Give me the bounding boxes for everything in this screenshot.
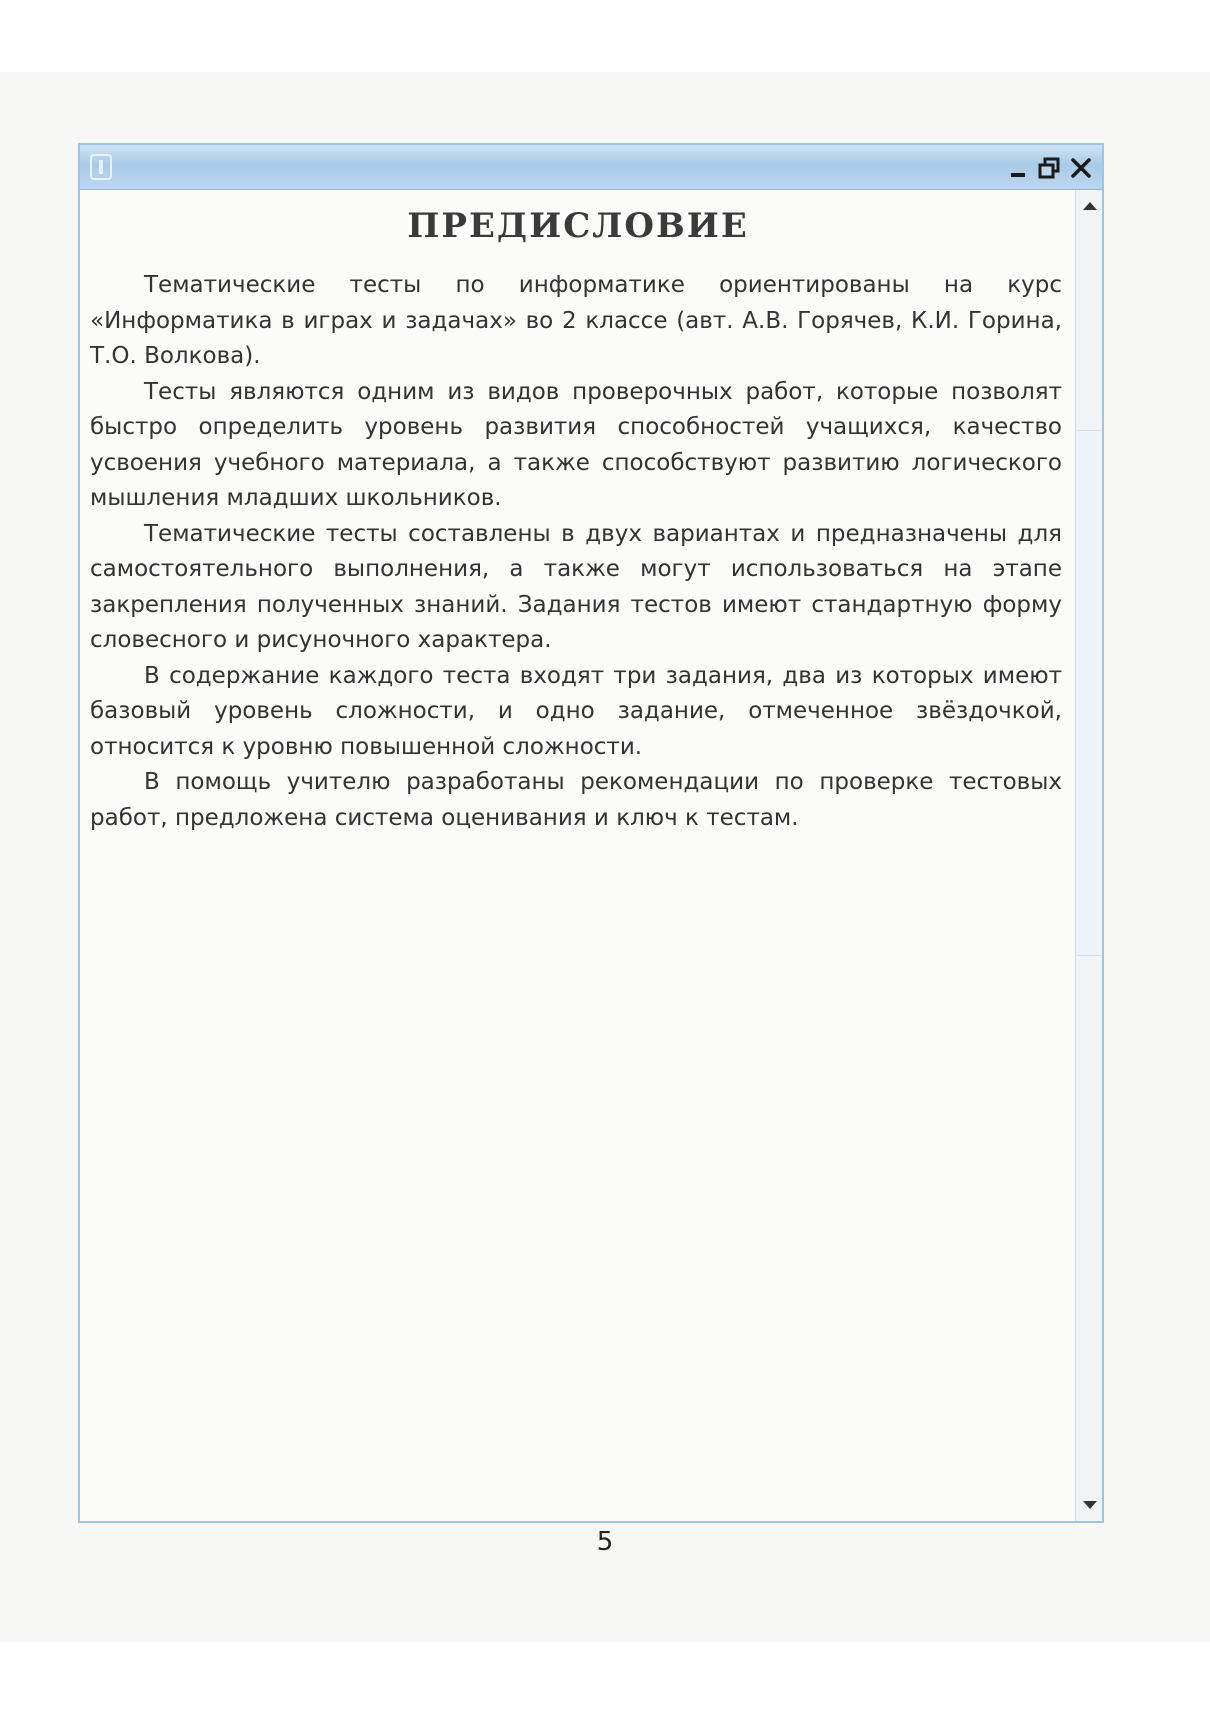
window-titlebar[interactable] [80,145,1102,190]
paragraph: Тематические тесты по информатике ориентированы на курс «Информатика в играх и задачах» во 2 классе (авт. А.В. Горячев, К.И. Горина, Т.О. Волкова). [90,272,1062,369]
arrow-up-icon [1083,202,1097,210]
restore-button[interactable] [1034,153,1064,183]
paragraph: В содержание каждого теста входят три задания, два из которых имеют базовый уровень сложности, и одно задание, отмеченное звёздочкой, относится к уровню повышенной сложности. [90,662,1062,760]
vertical-scrollbar[interactable] [1075,190,1102,1521]
close-icon [1070,157,1092,179]
restore-icon [1037,156,1061,180]
document-content [80,190,1076,1521]
minimize-icon [1011,173,1025,177]
paragraph: Тематические тесты составлены в двух вариантах и предназначены для самостоятельного выполнения, а также могут использоваться на этапе закрепления полученных знаний. Задания тестов имеют стандартную форму словесного и рисуночного характера. [90,520,1062,653]
scroll-down-button[interactable] [1078,1497,1098,1519]
paragraph: Тесты являются одним из видов проверочных работ, которые позволят быстро определить уровень развития способностей учащихся, качество усвоения учебного материала, а также способствуют развитию логического мышления младших школьников. [90,378,1062,511]
scrollbar-thumb[interactable] [1077,430,1101,956]
scroll-up-button[interactable] [1078,192,1098,214]
arrow-down-icon [1083,1501,1097,1509]
preface-text [90,268,1062,836]
paragraph: В помощь учителю разработаны рекомендации по проверке тестовых работ, предложена система оценивания и ключ к тестам. [90,769,1062,831]
close-button[interactable] [1066,153,1096,183]
page-title: ПРЕДИСЛОВИЕ [407,206,749,246]
window-menu-icon[interactable] [90,154,112,180]
document-window [78,143,1104,1523]
page-number: 5 [596,1527,614,1557]
minimize-button[interactable] [1003,153,1033,183]
